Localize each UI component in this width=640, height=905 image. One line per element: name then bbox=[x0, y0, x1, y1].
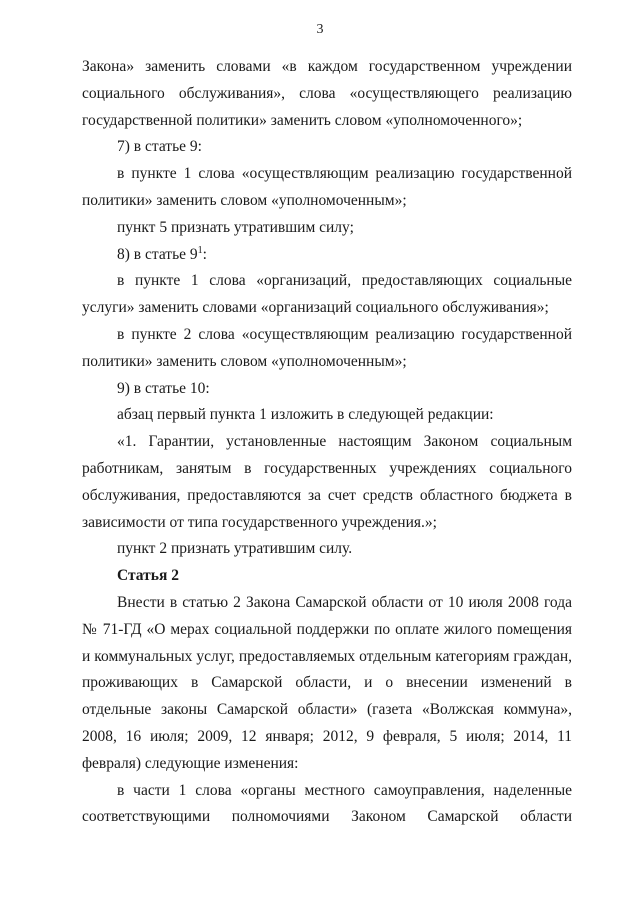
paragraph-suffix: : bbox=[202, 245, 207, 263]
paragraph: «1. Гарантии, установленные настоящим Законом социальным работникам, занятым в государственных учреждениях социального обслуживания, предоставляются за счет средств областного бюджета в зависимости от типа государственного учреждения.»; bbox=[82, 433, 572, 531]
paragraph: в пункте 1 слова «осуществляющим реализацию государственной политики» заменить словом «уполномоченным»; bbox=[82, 165, 572, 209]
paragraph: пункт 5 признать утратившим силу; bbox=[117, 218, 354, 236]
paragraph: 7) в статье 9: bbox=[117, 138, 202, 156]
page-number: 3 bbox=[316, 22, 324, 37]
paragraph bbox=[82, 242, 572, 269]
paragraph: в пункте 2 слова «осуществляющим реализацию государственной политики» заменить словом «уполномоченным»; bbox=[82, 325, 572, 370]
paragraph: 9) в статье 10: bbox=[117, 379, 210, 397]
paragraph: в части 1 слова «органы местного самоуправления, наделенные соответствующими полномочиями Законом Самарской области bbox=[82, 781, 572, 826]
superscript: 1 bbox=[197, 244, 203, 256]
document-body bbox=[82, 54, 572, 831]
paragraph: пункт 2 признать утратившим силу. bbox=[117, 540, 353, 558]
article-heading: Статья 2 bbox=[117, 567, 179, 585]
paragraph: абзац первый пункта 1 изложить в следующей редакции: bbox=[117, 406, 494, 424]
paragraph-text: 8) в статье 9 bbox=[117, 245, 198, 263]
paragraph: в пункте 1 слова «организаций, предоставляющих социальные услуги» заменить словами «организаций социального обслуживания»; bbox=[82, 272, 572, 317]
paragraph: Закона» заменить словами «в каждом государственном учреждении социального обслуживания», слова «осуществляющего реализацию государственной политики» заменить словом «уполномоченного»; bbox=[82, 58, 572, 129]
paragraph: Внести в статью 2 Закона Самарской области от 10 июля 2008 года № 71-ГД «О мерах социальной поддержки по оплате жилого помещения и коммунальных услуг, предоставляемых отдельным категориям граждан, проживающих в Самарской области, и о внесении изменений в отдельные законы Самарской области» (газета «Волжская коммуна», 2008, 16 июля; 2009, 12 января; 2012, 9 февраля, 5 июля; 2014, 11 февраля) следующие изменения: bbox=[82, 593, 572, 772]
